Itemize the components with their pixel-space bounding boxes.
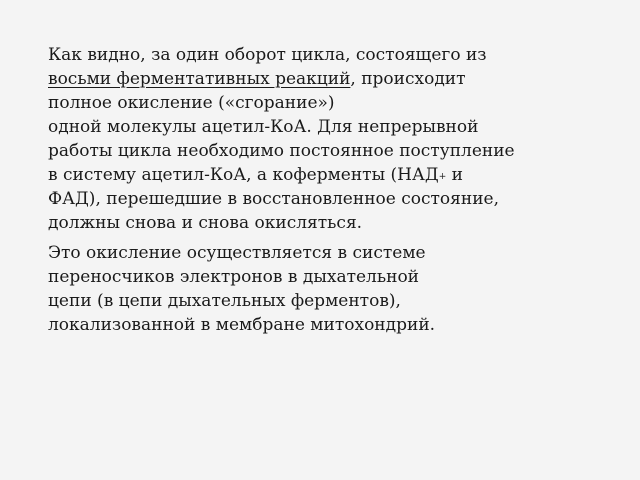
text-body: [48, 43, 604, 337]
paragraph-line: Это окисление осуществляется в системе: [48, 243, 426, 263]
paragraph-line: [48, 163, 604, 187]
paragraph-line: [48, 67, 604, 91]
paragraph-text: в систему ацетил-КоА, а коферменты (НАД: [48, 165, 439, 185]
paragraph-line: одной молекулы ацетил-КоА. Для непрерывной: [48, 117, 479, 137]
paragraph-line: цепи (в цепи дыхательных ферментов),: [48, 291, 401, 311]
paragraph-line: Как видно, за один оборот цикла, состоящего из: [48, 45, 487, 65]
paragraph-text: , происходит: [350, 69, 466, 89]
paragraph-2: [48, 241, 604, 337]
paragraph-line: работы цикла необходимо постоянное поступление: [48, 141, 515, 161]
paragraph-line: переносчиков электронов в дыхательной: [48, 267, 420, 287]
paragraph-text: и: [446, 165, 463, 185]
paragraph-line: должны снова и снова окисляться.: [48, 213, 363, 233]
paragraph-line: полное окисление («сгорание»): [48, 93, 335, 113]
enzymatic-reactions-link[interactable]: восьми ферментативных реакций: [48, 69, 351, 89]
superscript-plus: +: [438, 172, 447, 182]
paragraph-line: ФАД), перешедшие в восстановленное состояние,: [48, 189, 499, 209]
paragraph-1: [48, 43, 604, 235]
paragraph-line: локализованной в мембране митохондрий.: [48, 315, 436, 335]
